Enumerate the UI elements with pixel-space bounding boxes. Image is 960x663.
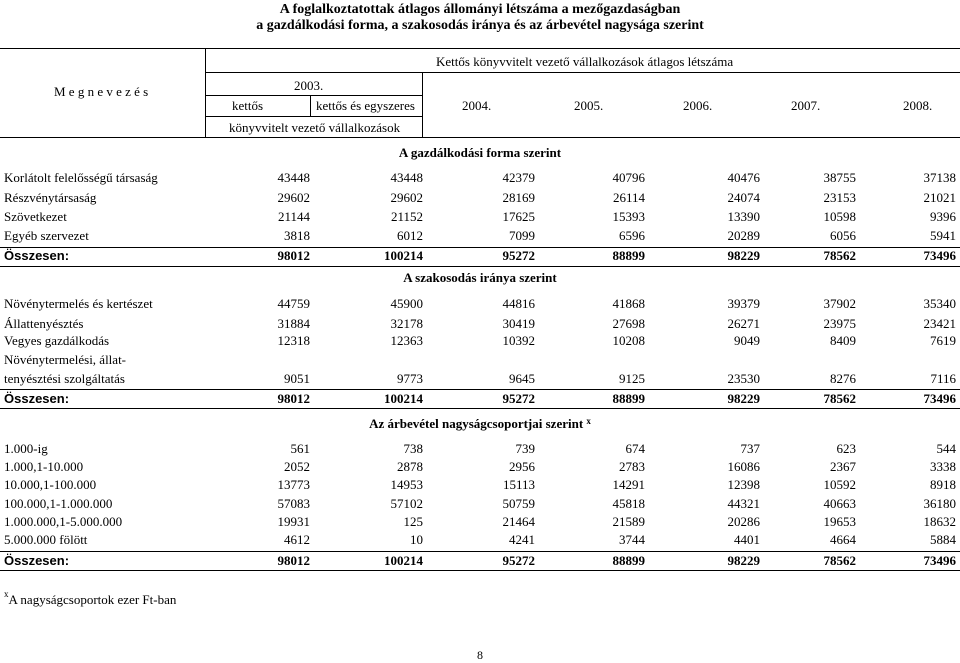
cell: 31884 bbox=[277, 316, 310, 331]
total-label: Összesen: bbox=[4, 553, 70, 568]
table-row bbox=[0, 207, 960, 227]
cell: 8276 bbox=[830, 371, 856, 386]
cell: 98012 bbox=[277, 553, 310, 568]
row-label: 10.000,1-100.000 bbox=[4, 477, 97, 492]
cell: 10392 bbox=[502, 333, 535, 348]
cell: 20289 bbox=[727, 228, 760, 243]
row-label: 1.000-ig bbox=[4, 441, 48, 456]
cell: 57102 bbox=[390, 496, 423, 511]
cell: 4612 bbox=[284, 532, 310, 547]
row-label: Növénytermelés és kertészet bbox=[4, 296, 153, 311]
group-title-rule bbox=[205, 72, 960, 73]
total-label: Összesen: bbox=[4, 248, 70, 263]
cell: 2956 bbox=[509, 459, 535, 474]
cell: 561 bbox=[290, 441, 310, 456]
cell: 37902 bbox=[823, 296, 856, 311]
table-row bbox=[0, 457, 960, 477]
cell: 100214 bbox=[384, 391, 423, 406]
year-header-2008: 2008. bbox=[903, 98, 933, 113]
footnote: $^x$A nagyságcsoportok ezer Ft-ban bbox=[4, 589, 177, 607]
cell: 78562 bbox=[823, 553, 856, 568]
table-row bbox=[0, 439, 960, 459]
cell: 9645 bbox=[509, 371, 535, 386]
subcol-divider bbox=[310, 95, 311, 117]
row-label: 5.000.000 fölött bbox=[4, 532, 88, 547]
cell: 29602 bbox=[390, 190, 423, 205]
cell: 15113 bbox=[502, 477, 535, 492]
kettos-header: kettős bbox=[232, 98, 264, 113]
section-title-szakosodas: A szakosodás iránya szerint bbox=[403, 270, 557, 285]
total-row bbox=[0, 389, 960, 409]
table-row bbox=[0, 512, 960, 532]
cell: 40663 bbox=[823, 496, 856, 511]
cell: 4401 bbox=[734, 532, 760, 547]
cell: 674 bbox=[625, 441, 645, 456]
page-number: 8 bbox=[477, 648, 483, 662]
cell: 28169 bbox=[502, 190, 535, 205]
cell: 21152 bbox=[390, 209, 423, 224]
cell: 44759 bbox=[277, 296, 310, 311]
cell: 45900 bbox=[390, 296, 423, 311]
total-label: Összesen: bbox=[4, 391, 70, 406]
table-row bbox=[0, 494, 960, 514]
cell: 6012 bbox=[397, 228, 423, 243]
table-row bbox=[0, 530, 960, 550]
cell: 23421 bbox=[923, 316, 956, 331]
cell: 26271 bbox=[727, 316, 760, 331]
cell: 739 bbox=[515, 441, 535, 456]
year-header-2007: 2007. bbox=[791, 98, 821, 113]
total-row bbox=[0, 551, 960, 571]
group-title-header: Kettős könyvvitelt vezető vállalkozások átlagos létszáma bbox=[436, 54, 734, 69]
cell: 10598 bbox=[823, 209, 856, 224]
cell: 23153 bbox=[823, 190, 856, 205]
row-label: 1.000,1-10.000 bbox=[4, 459, 84, 474]
row-label: Növénytermelési, állat- tenyésztési szolgáltatás bbox=[4, 352, 127, 386]
cell: 73496 bbox=[923, 553, 956, 568]
cell: 2783 bbox=[619, 459, 645, 474]
table-row bbox=[0, 475, 960, 495]
cell: 14953 bbox=[390, 477, 423, 492]
cell: 19931 bbox=[277, 514, 310, 529]
cell: 42379 bbox=[502, 170, 535, 185]
row-label: Részvénytársaság bbox=[4, 190, 97, 205]
cell: 100214 bbox=[384, 248, 423, 263]
kettos-es-egyszeres-header: kettős és egyszeres bbox=[316, 98, 415, 113]
cell: 95272 bbox=[502, 553, 535, 568]
cell: 27698 bbox=[612, 316, 645, 331]
header-divider bbox=[205, 48, 206, 138]
cell: 8409 bbox=[830, 333, 856, 348]
cell: 24074 bbox=[727, 190, 760, 205]
cell: 98229 bbox=[727, 391, 760, 406]
header-bottom-rule bbox=[0, 137, 960, 138]
cell: 43448 bbox=[277, 170, 310, 185]
table-row bbox=[0, 188, 960, 208]
cell: 737 bbox=[740, 441, 760, 456]
cell: 88899 bbox=[612, 553, 645, 568]
page-title-line1: A foglalkoztatottak átlagos állományi létszáma a mezőgazdaságban bbox=[279, 2, 681, 17]
cell: 4241 bbox=[509, 532, 535, 547]
section-title-forma: A gazdálkodási forma szerint bbox=[398, 145, 562, 160]
year-header-2004: 2004. bbox=[462, 98, 492, 113]
cell: 20286 bbox=[727, 514, 760, 529]
cell: 21464 bbox=[502, 514, 535, 529]
cell: 738 bbox=[403, 441, 423, 456]
cell: 95272 bbox=[502, 391, 535, 406]
cell: 15393 bbox=[612, 209, 645, 224]
cell: 18632 bbox=[923, 514, 956, 529]
table-row bbox=[0, 294, 960, 314]
cell: 6056 bbox=[830, 228, 856, 243]
cell: 17625 bbox=[502, 209, 535, 224]
cell: 9125 bbox=[619, 371, 645, 386]
subcol-rule bbox=[205, 116, 422, 117]
total-row bbox=[0, 246, 960, 266]
cell: 26114 bbox=[612, 190, 645, 205]
section-title-arbevetel: Az árbevétel nagyságcsoportjai szerint $^x$ bbox=[369, 416, 591, 431]
table-row bbox=[0, 226, 960, 246]
row-label: Vegyes gazdálkodás bbox=[4, 333, 110, 348]
year-2003-rule bbox=[205, 95, 422, 96]
cell: 23530 bbox=[727, 371, 760, 386]
cell: 29602 bbox=[277, 190, 310, 205]
cell: 9773 bbox=[397, 371, 423, 386]
row-label: Egyéb szervezet bbox=[4, 228, 89, 243]
cell: 19653 bbox=[823, 514, 856, 529]
cell: 7099 bbox=[509, 228, 535, 243]
cell: 100214 bbox=[384, 553, 423, 568]
cell: 38755 bbox=[823, 170, 856, 185]
cell: 7619 bbox=[930, 333, 956, 348]
table-row bbox=[0, 168, 960, 188]
cell: 2878 bbox=[397, 459, 423, 474]
header-top-rule bbox=[0, 48, 960, 49]
table-row bbox=[0, 350, 960, 390]
cell: 10592 bbox=[823, 477, 856, 492]
cell: 544 bbox=[936, 441, 956, 456]
cell: 95272 bbox=[502, 248, 535, 263]
cell: 12363 bbox=[390, 333, 423, 348]
cell: 21589 bbox=[612, 514, 645, 529]
total-rule bbox=[0, 570, 960, 571]
cell: 32178 bbox=[390, 316, 423, 331]
col-2003-divider bbox=[422, 72, 423, 138]
cell: 40796 bbox=[612, 170, 645, 185]
cell: 3818 bbox=[284, 228, 310, 243]
cell: 16086 bbox=[727, 459, 760, 474]
cell: 5941 bbox=[930, 228, 956, 243]
row-label: Szövetkezet bbox=[4, 209, 67, 224]
row-label: 100.000,1-1.000.000 bbox=[4, 496, 113, 511]
cell: 98229 bbox=[727, 553, 760, 568]
total-rule bbox=[0, 266, 960, 267]
cell: 6596 bbox=[619, 228, 645, 243]
cell: 98229 bbox=[727, 248, 760, 263]
cell: 39379 bbox=[727, 296, 760, 311]
cell: 44816 bbox=[502, 296, 535, 311]
cell: 37138 bbox=[923, 170, 956, 185]
cell: 3338 bbox=[930, 459, 956, 474]
cell: 57083 bbox=[277, 496, 310, 511]
cell: 13390 bbox=[727, 209, 760, 224]
cell: 40476 bbox=[727, 170, 760, 185]
cell: 13773 bbox=[277, 477, 310, 492]
cell: 30419 bbox=[502, 316, 535, 331]
cell: 2367 bbox=[830, 459, 856, 474]
row-label: Állattenyésztés bbox=[4, 316, 84, 331]
cell: 14291 bbox=[612, 477, 645, 492]
cell: 21144 bbox=[277, 209, 310, 224]
table-row bbox=[0, 331, 960, 351]
cell: 35340 bbox=[923, 296, 956, 311]
cell: 2052 bbox=[284, 459, 310, 474]
cell: 23975 bbox=[823, 316, 856, 331]
cell: 9051 bbox=[284, 371, 310, 386]
cell: 78562 bbox=[823, 248, 856, 263]
cell: 73496 bbox=[923, 248, 956, 263]
row-label: Korlátolt felelősségű társaság bbox=[4, 170, 158, 185]
cell: 10 bbox=[410, 532, 423, 547]
cell: 5884 bbox=[930, 532, 956, 547]
cell: 88899 bbox=[612, 391, 645, 406]
cell: 41868 bbox=[612, 296, 645, 311]
year-header-2005: 2005. bbox=[574, 98, 604, 113]
cell: 4664 bbox=[830, 532, 856, 547]
cell: 98012 bbox=[277, 391, 310, 406]
megnevezes-header: M e g n e v e z é s bbox=[54, 84, 149, 99]
cell: 73496 bbox=[923, 391, 956, 406]
cell: 88899 bbox=[612, 248, 645, 263]
total-rule bbox=[0, 408, 960, 409]
cell: 98012 bbox=[277, 248, 310, 263]
cell: 12318 bbox=[277, 333, 310, 348]
cell: 43448 bbox=[390, 170, 423, 185]
cell: 45818 bbox=[612, 496, 645, 511]
cell: 44321 bbox=[727, 496, 760, 511]
cell: 36180 bbox=[923, 496, 956, 511]
year-2003-header: 2003. bbox=[294, 78, 324, 93]
cell: 78562 bbox=[823, 391, 856, 406]
year-header-2006: 2006. bbox=[683, 98, 713, 113]
cell: 3744 bbox=[619, 532, 645, 547]
row-label: 1.000.000,1-5.000.000 bbox=[4, 514, 123, 529]
cell: 7116 bbox=[930, 371, 956, 386]
cell: 623 bbox=[836, 441, 856, 456]
cell: 9396 bbox=[930, 209, 956, 224]
cell: 21021 bbox=[923, 190, 956, 205]
konyvvitelt-header: könyvvitelt vezető vállalkozások bbox=[229, 120, 401, 135]
cell: 50759 bbox=[502, 496, 535, 511]
cell: 10208 bbox=[612, 333, 645, 348]
cell: 12398 bbox=[727, 477, 760, 492]
cell: 9049 bbox=[734, 333, 760, 348]
cell: 125 bbox=[403, 514, 423, 529]
cell: 8918 bbox=[930, 477, 956, 492]
page-title-line2: a gazdálkodási forma, a szakosodás iránya és az árbevétel nagysága szerint bbox=[256, 18, 704, 33]
